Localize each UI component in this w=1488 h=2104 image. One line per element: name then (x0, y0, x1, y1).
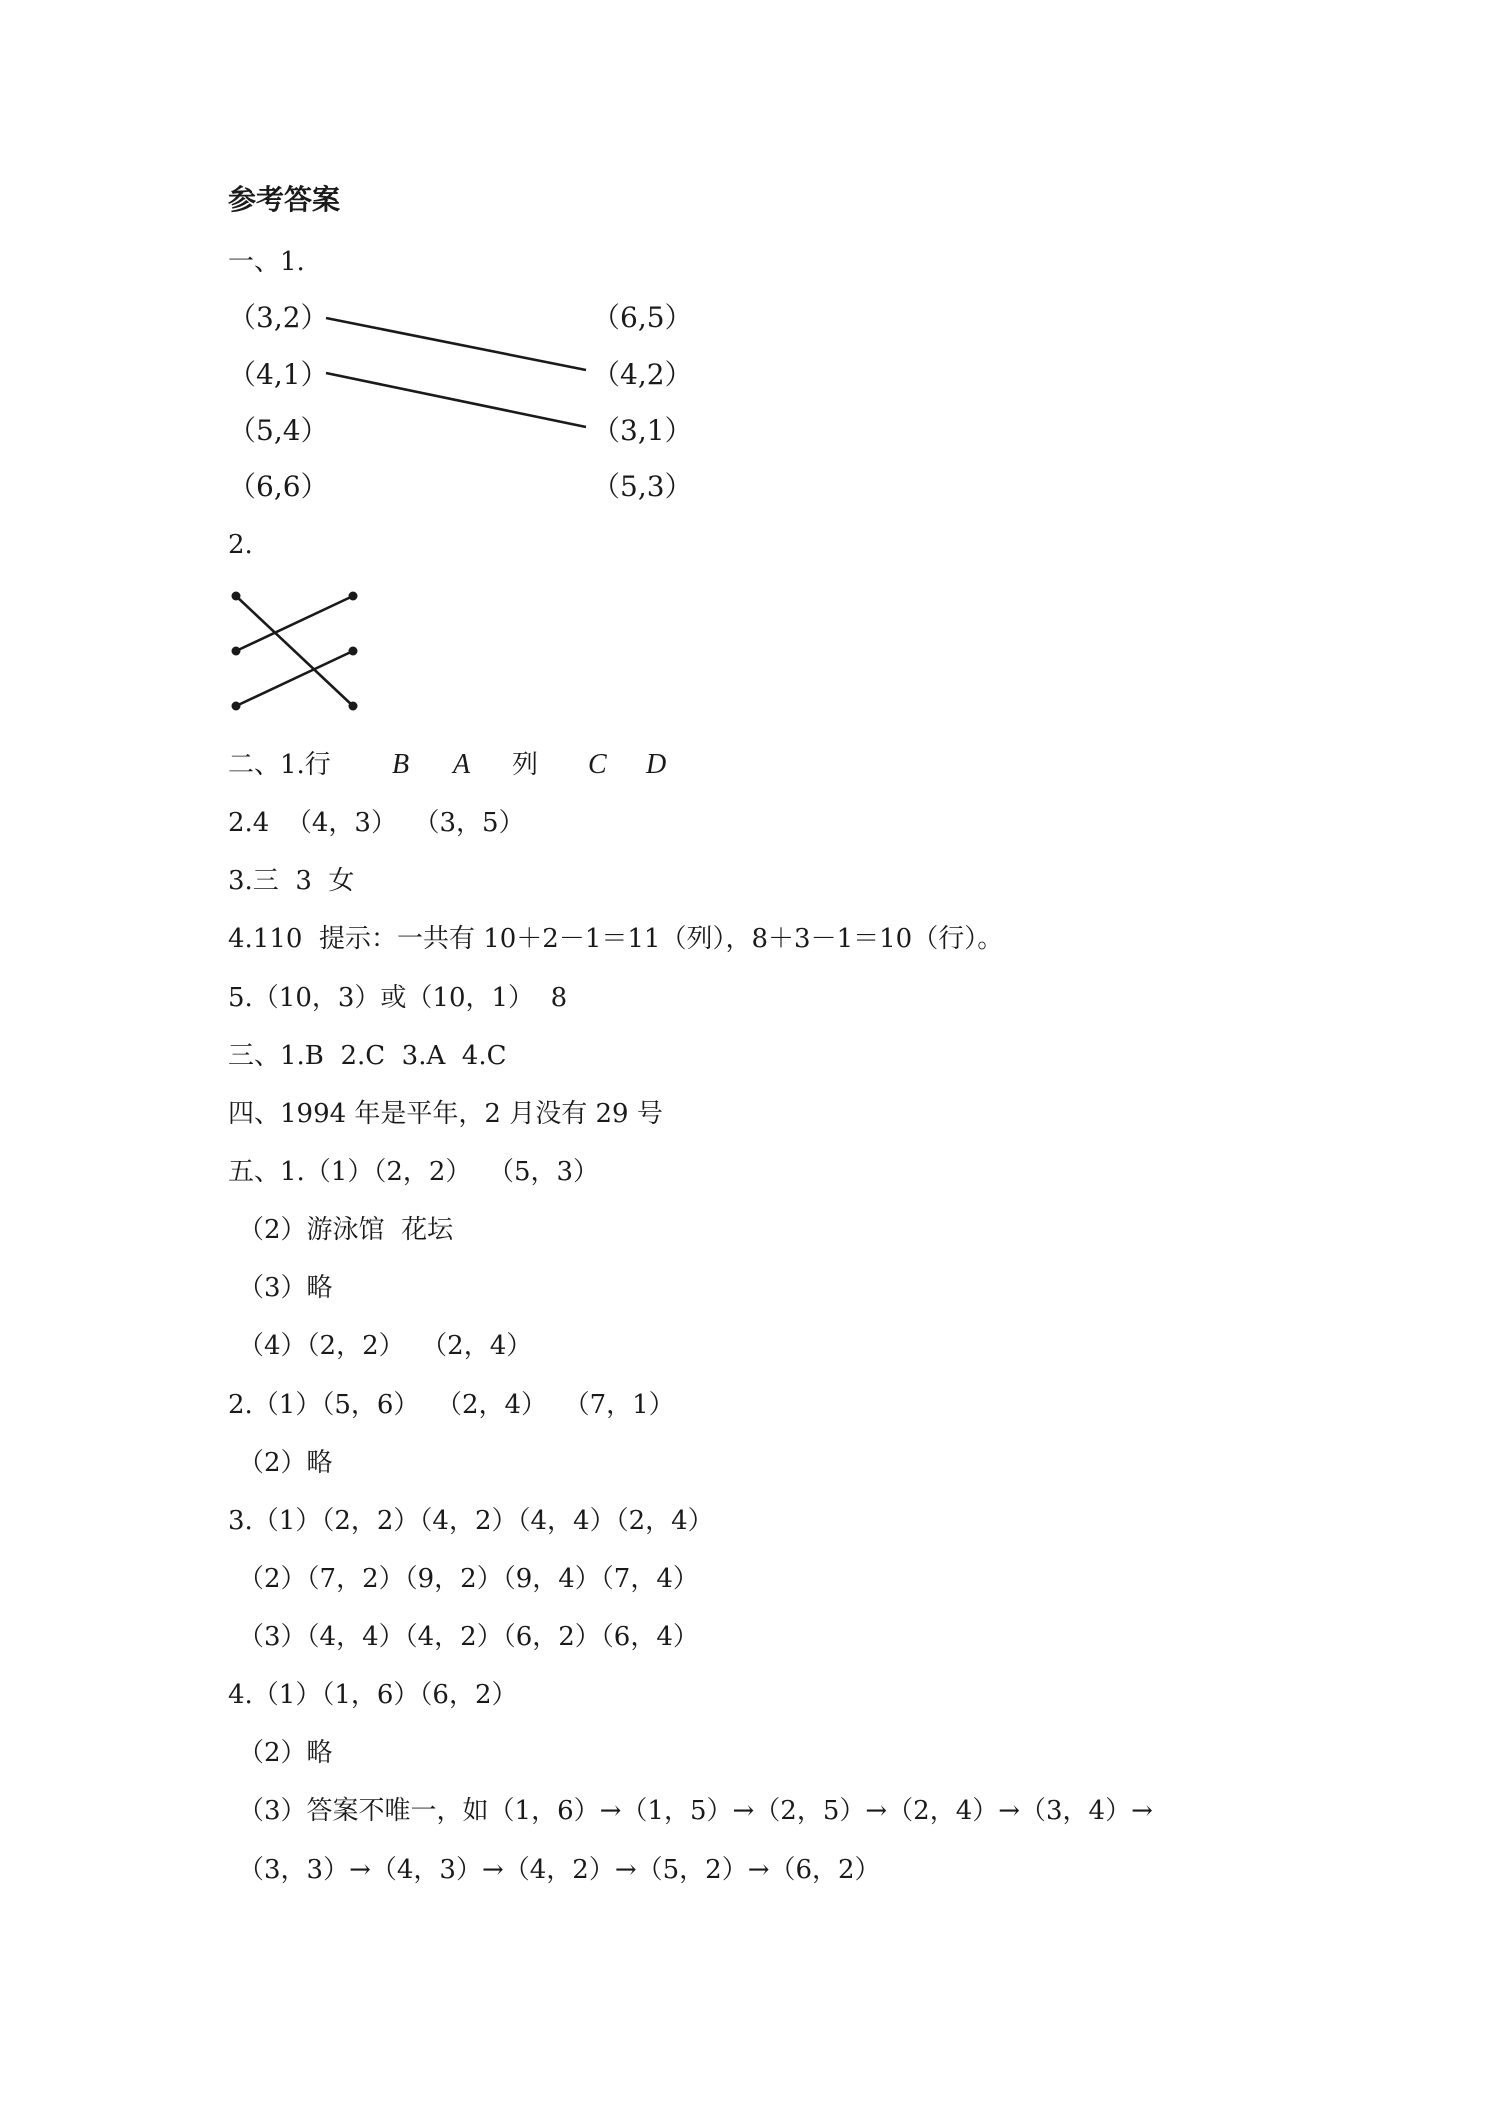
s5-line: 4.（1）（1，6）（6，2） (228, 1680, 518, 1710)
crossing-diagram (232, 592, 358, 711)
section3-line: 三、1.B 2.C 3.A 4.C (228, 1041, 507, 1071)
dot (232, 647, 241, 656)
s2-answer-c: C (588, 749, 607, 780)
dot (232, 702, 241, 711)
dot (349, 647, 358, 656)
dot (232, 592, 241, 601)
match-line-1 (326, 318, 586, 370)
s5-line: 2.（1）（5，6） （2，4） （7，1） (228, 1390, 675, 1420)
right-pair: （5,3） (592, 470, 693, 503)
s2-line3: 3.三 3 女 (228, 866, 355, 896)
s2-answer-b: B (392, 749, 410, 780)
s2-answer-a: A (453, 749, 471, 780)
s2-answer-d: D (646, 749, 667, 780)
dot (349, 592, 358, 601)
s5-line: （2）游泳馆 花坛 (238, 1215, 454, 1245)
match-line-2 (326, 373, 586, 427)
right-pair: （4,2） (592, 358, 693, 391)
s5-line: （2）略 (238, 1448, 333, 1478)
s2-line4: 4.110 提示：一共有 10＋2－1＝11（列），8＋3－1＝10（行）。 (228, 924, 1004, 954)
s5-line: （3）（4，4）（4，2）（6，2）（6，4） (238, 1622, 699, 1652)
s5-line: （3，3）→（4，3）→（4，2）→（5，2）→（6，2） (238, 1855, 881, 1885)
q1-label: 一、1. (228, 247, 305, 277)
s5-line: （3）略 (238, 1273, 333, 1303)
q2-label: 2. (228, 530, 253, 560)
right-pair: （6,5） (592, 301, 693, 334)
left-pair: （4,1） (228, 358, 329, 391)
left-pair: （6,6） (228, 470, 329, 503)
s2-line1-prefix: 二、1.行 (228, 750, 331, 780)
s5-line: 五、1.（1）（2，2） （5，3） (228, 1157, 600, 1187)
s5-line: （2）略 (238, 1738, 333, 1768)
left-pair: （3,2） (228, 301, 329, 334)
right-pair: （3,1） (592, 414, 693, 447)
s5-line: （4）（2，2） （2，4） (238, 1331, 533, 1361)
s5-line: （2）（7，2）（9，2）（9，4）（7，4） (238, 1564, 699, 1594)
s2-line5: 5.（10，3）或（10，1） 8 (228, 983, 568, 1013)
s5-line: 3.（1）（2，2）（4，2）（4，4）（2，4） (228, 1506, 714, 1536)
section4-line: 四、1994 年是平年，2 月没有 29 号 (228, 1099, 663, 1129)
s5-line: （3）答案不唯一，如（1，6）→（1，5）→（2，5）→（2，4）→（3，4）→ (238, 1796, 1153, 1826)
s2-lie: 列 (512, 750, 539, 780)
page-title: 参考答案 (228, 183, 341, 216)
s2-line2: 2.4 （4，3） （3，5） (228, 808, 525, 838)
dot (349, 702, 358, 711)
left-pair: （5,4） (228, 414, 329, 447)
